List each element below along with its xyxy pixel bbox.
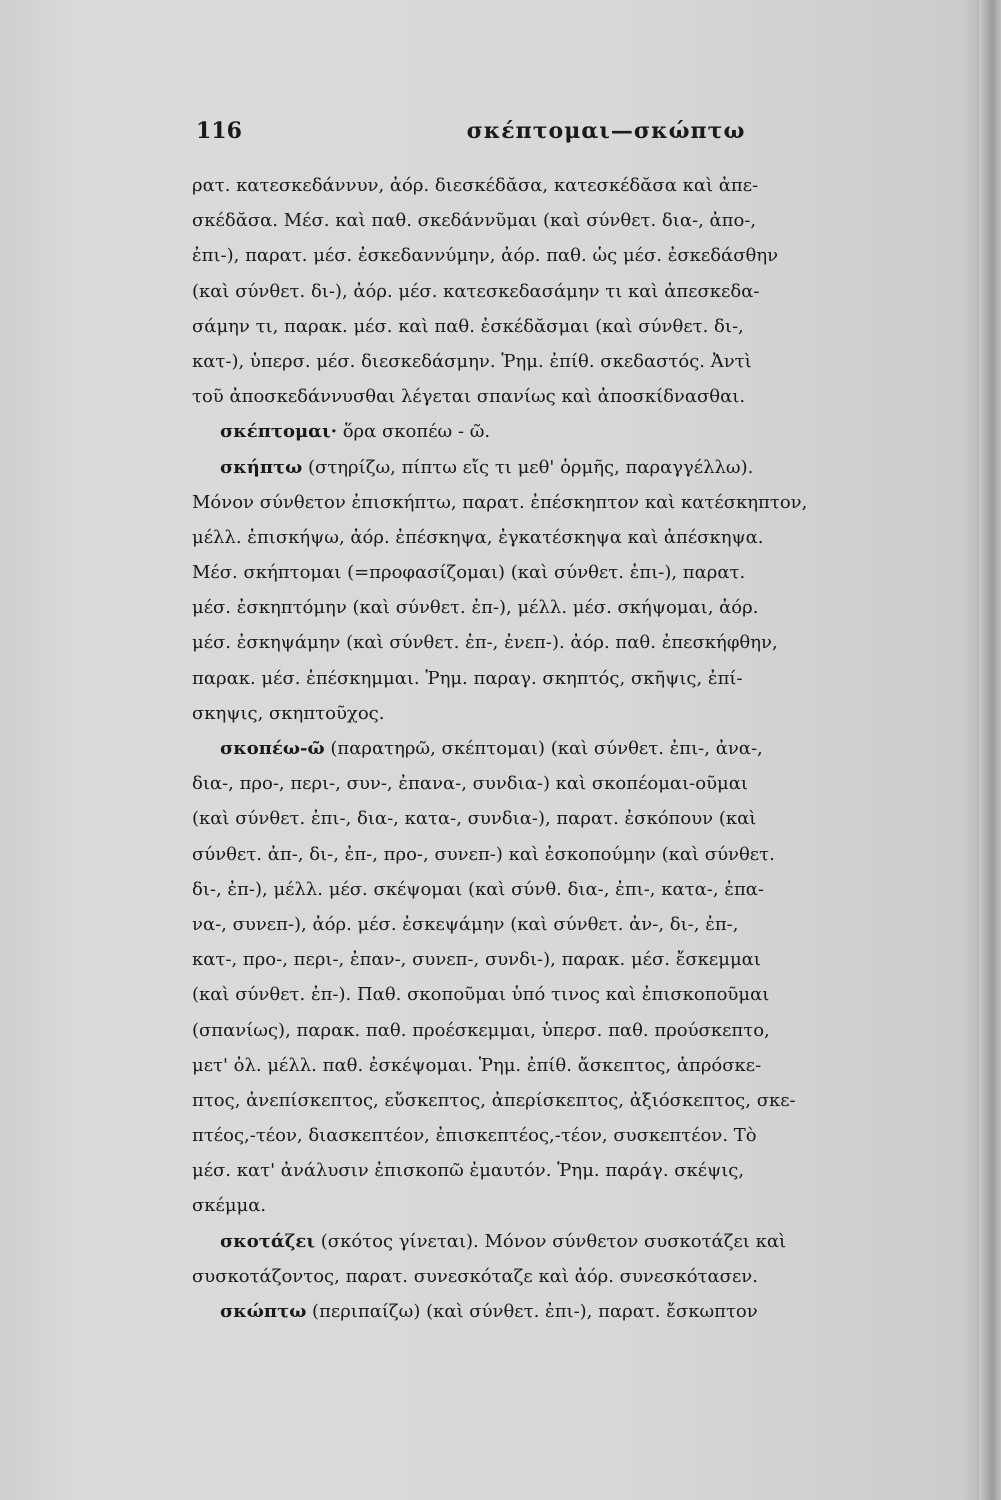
line-text: σκηψις, σκηπτοῦχος. xyxy=(192,702,385,724)
line-text: μέσ. ἐσκηπτόμην (καὶ σύνθετ. ἐπ-), μέλλ. μέσ. σκήψομαι, ἀόρ. xyxy=(192,597,759,619)
text-line xyxy=(192,414,962,449)
text-line xyxy=(192,344,962,379)
line-text: σκέδᾰσα. Μέσ. καὶ παθ. σκεδάννῦμαι (καὶ σύνθετ. δια-, ἀπο-, xyxy=(192,210,757,232)
line-text: πτέος,-τέον, διασκεπτέον, ἐπισκεπτέος,-τέον, συσκεπτέον. Τὸ xyxy=(192,1125,757,1147)
text-line xyxy=(192,379,962,414)
text-line xyxy=(192,1153,962,1188)
line-text: (σκότος γίνεται). Μόνον σύνθετον συσκοτάζει καὶ xyxy=(315,1230,787,1252)
line-text: Μέσ. σκήπτομαι (=προφασίζομαι) (καὶ σύνθετ. ἐπι-), παρατ. xyxy=(192,562,746,584)
text-line xyxy=(192,731,962,766)
text-line xyxy=(192,1224,962,1259)
entry-headword: σκώπτω xyxy=(220,1301,307,1322)
line-text: (καὶ σύνθετ. ἐπ-). Παθ. σκοποῦμαι ὑπό τινος καὶ ἐπισκοποῦμαι xyxy=(192,984,770,1006)
running-title: σκέπτομαι—σκώπτω xyxy=(466,118,746,144)
text-line xyxy=(192,1048,962,1083)
text-line xyxy=(192,555,962,590)
text-line xyxy=(192,837,962,872)
line-text: μέσ. κατ' ἀνάλυσιν ἐπισκοπῶ ἐμαυτόν. Ῥημ. παράγ. σκέψις, xyxy=(192,1160,745,1182)
text-line xyxy=(192,1118,962,1153)
text-line xyxy=(192,1013,962,1048)
text-line xyxy=(192,274,962,309)
text-line xyxy=(192,766,962,801)
entry-headword: σκοτάζει xyxy=(220,1230,316,1252)
line-text: δι-, ἐπ-), μέλλ. μέσ. σκέψομαι (καὶ σύνθ. δια-, ἐπι-, κατα-, ἐπα- xyxy=(192,878,765,900)
entry-headword: σκήπτω xyxy=(220,456,303,478)
line-text: (στηρίζω, πίπτω εἴς τι μεθ' ὁρμῆς, παραγγέλλω). xyxy=(302,456,754,478)
text-line xyxy=(192,1294,962,1329)
text-line xyxy=(192,520,962,555)
line-text: ρατ. κατεσκεδάννυν, ἀόρ. διεσκέδᾰσα, κατεσκέδᾰσα καὶ ἀπε- xyxy=(192,175,759,196)
line-text: (σπανίως), παρακ. παθ. προέσκεμμαι, ὑπερσ. παθ. προύσκεπτο, xyxy=(192,1019,770,1041)
line-text: σύνθετ. ἀπ-, δι-, ἐπ-, προ-, συνεπ-) καὶ ἐσκοπούμην (καὶ σύνθετ. xyxy=(192,843,775,865)
page-edge-shadow xyxy=(979,0,1001,1500)
text-line xyxy=(192,942,962,977)
text-line xyxy=(192,661,962,696)
text-line xyxy=(192,907,962,942)
line-text: (περιπαίζω) (καὶ σύνθετ. ἐπι-), παρατ. ἔσκωπτον xyxy=(306,1301,758,1322)
line-text: ἐπι-), παρατ. μέσ. ἐσκεδαννύμην, ἀόρ. παθ. ὡς μέσ. ἐσκεδάσθην xyxy=(192,245,779,267)
page-number: 116 xyxy=(196,118,242,144)
line-text: δια-, προ-, περι-, συν-, ἐπανα-, συνδια-) καὶ σκοπέομαι-οῦμαι xyxy=(192,773,748,795)
line-text: πτος, ἀνεπίσκεπτος, εὔσκεπτος, ἀπερίσκεπτος, ἀξιόσκεπτος, σκε- xyxy=(192,1089,796,1111)
line-text: μετ' ὀλ. μέλλ. παθ. ἐσκέψομαι. Ῥημ. ἐπίθ. ἄσκεπτος, ἀπρόσκε- xyxy=(192,1054,762,1076)
line-text: (καὶ σύνθετ. δι-), ἀόρ. μέσ. κατεσκεδασάμην τι καὶ ἀπεσκεδα- xyxy=(192,280,760,302)
line-text: Μόνον σύνθετον ἐπισκήπτω, παρατ. ἐπέσκηπτον καὶ κατέσκηπτον, xyxy=(192,491,808,513)
line-text: να-, συνεπ-), ἀόρ. μέσ. ἐσκεψάμην (καὶ σύνθετ. ἀν-, δι-, ἐπ-, xyxy=(192,913,739,935)
text-line xyxy=(192,485,962,520)
entry-headword: σκέπτομαι· xyxy=(220,421,337,443)
page-header xyxy=(196,118,956,152)
line-text: κατ-), ὑπερσ. μέσ. διεσκεδάσμην. Ῥημ. ἐπίθ. σκεδαστός. Ἀντὶ xyxy=(192,350,752,372)
text-line xyxy=(192,625,962,660)
text-line xyxy=(192,238,962,273)
line-text: κατ-, προ-, περι-, ἐπαν-, συνεπ-, συνδι-), παρακ. μέσ. ἔσκεμμαι xyxy=(192,949,761,971)
text-line xyxy=(192,872,962,907)
line-text: (παρατηρῶ, σκέπτομαι) (καὶ σύνθετ. ἐπι-, ἀνα-, xyxy=(324,738,763,759)
line-text: παρακ. μέσ. ἐπέσκημμαι. Ῥημ. παραγ. σκηπτός, σκῆψις, ἐπί- xyxy=(192,667,743,689)
line-text: σκέμμα. xyxy=(192,1195,267,1217)
text-line xyxy=(192,1259,962,1294)
text-line xyxy=(192,309,962,344)
text-line xyxy=(192,977,962,1012)
line-text: μέλλ. ἐπισκήψω, ἀόρ. ἐπέσκηψα, ἐγκατέσκηψα καὶ ἀπέσκηψα. xyxy=(192,526,764,548)
line-text: σάμην τι, παρακ. μέσ. καὶ παθ. ἐσκέδᾰσμαι (καὶ σύνθετ. δι-, xyxy=(192,315,744,337)
line-text: μέσ. ἐσκηψάμην (καὶ σύνθετ. ἐπ-, ἐνεπ-). ἀόρ. παθ. ἐπεσκήφθην, xyxy=(192,632,778,654)
text-line xyxy=(192,203,962,238)
text-line xyxy=(192,590,962,625)
dictionary-text xyxy=(192,168,962,1329)
text-line xyxy=(192,696,962,731)
text-line xyxy=(192,168,962,203)
text-line xyxy=(192,1083,962,1118)
line-text: ὅρα σκοπέω - ῶ. xyxy=(337,421,491,443)
text-line xyxy=(192,450,962,485)
line-text: (καὶ σύνθετ. ἐπι-, δια-, κατα-, συνδια-), παρατ. ἐσκόπουν (καὶ xyxy=(192,808,757,830)
text-line xyxy=(192,801,962,836)
line-text: τοῦ ἀποσκεδάννυσθαι λέγεται σπανίως καὶ ἀποσκίδνασθαι. xyxy=(192,386,746,408)
line-text: συσκοτάζοντος, παρατ. συνεσκόταζε καὶ ἀόρ. συνεσκότασεν. xyxy=(192,1265,758,1287)
entry-headword: σκοπέω-ῶ xyxy=(220,738,325,759)
text-line xyxy=(192,1188,962,1223)
